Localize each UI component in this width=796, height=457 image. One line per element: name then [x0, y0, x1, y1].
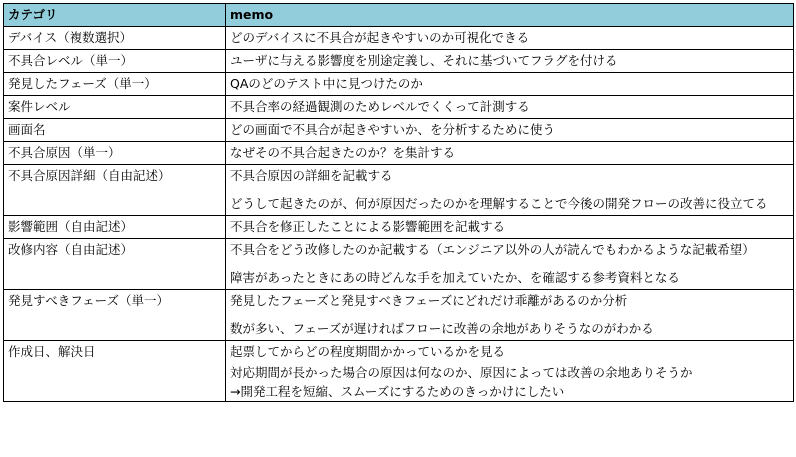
table-row	[4, 290, 794, 341]
memo-line: どうして起きたのが、何が原因だったのかを理解することで今後の開発フローの改善に役立てる	[230, 196, 768, 211]
table-body	[4, 27, 794, 402]
category-cell[interactable]: 改修内容（自由記述）	[4, 239, 226, 290]
memo-cell[interactable]	[226, 96, 794, 119]
category-cell[interactable]: 不具合レベル（単一）	[4, 50, 226, 73]
table-row	[4, 73, 794, 96]
table-row	[4, 341, 794, 402]
table-row	[4, 50, 794, 73]
category-cell[interactable]: 不具合原因詳細（自由記述）	[4, 165, 226, 216]
memo-cell[interactable]	[226, 50, 794, 73]
memo-cell[interactable]	[226, 73, 794, 96]
category-cell[interactable]: 不具合原因（単一）	[4, 142, 226, 165]
memo-line: 数が多い、フェーズが遅ければフローに改善の余地がありそうなのがわかる	[230, 321, 654, 336]
memo-line: 起票してからどの程度期間かかっているかを見る	[230, 344, 506, 359]
table-row	[4, 239, 794, 290]
memo-line: どの画面で不具合が起きやすいか、を分析するために使う	[230, 122, 556, 137]
memo-cell[interactable]	[226, 27, 794, 50]
memo-line: 不具合を修正したことによる影響範囲を記載する	[230, 219, 506, 234]
category-cell[interactable]: 画面名	[4, 119, 226, 142]
memo-cell[interactable]	[226, 239, 794, 290]
memo-line: どのデバイスに不具合が起きやすいのか可視化できる	[230, 30, 530, 45]
memo-cell[interactable]	[226, 216, 794, 239]
memo-line: QAのどのテスト中に見つけたのか	[230, 76, 423, 91]
category-cell[interactable]: 発見すべきフェーズ（単一）	[4, 290, 226, 341]
memo-line: ユーザに与える影響度を別途定義し、それに基づいてフラグを付ける	[230, 53, 618, 68]
memo-line: 不具合原因の詳細を記載する	[230, 168, 393, 183]
memo-line: 不具合をどう改修したのか記載する（エンジニア以外の人が読んでもわかるような記載希望）	[230, 242, 755, 257]
table-row	[4, 27, 794, 50]
header-memo[interactable]: memo	[226, 4, 794, 27]
memo-line: 障害があったときにあの時どんな手を加えていたか、を確認する参考資料となる	[230, 270, 680, 285]
memo-line: 発見したフェーズと発見すべきフェーズにどれだけ乖離があるのか分析	[230, 293, 628, 308]
memo-line: →開発工程を短縮、スムーズにするためのきっかけにしたい	[230, 384, 565, 399]
memo-line: 不具合率の経過観測のためレベルでくくって計測する	[230, 99, 530, 114]
memo-cell[interactable]	[226, 142, 794, 165]
category-cell[interactable]: 案件レベル	[4, 96, 226, 119]
table-row	[4, 119, 794, 142]
category-cell[interactable]: 作成日、解決日	[4, 341, 226, 402]
category-cell[interactable]: デバイス（複数選択）	[4, 27, 226, 50]
table-row	[4, 216, 794, 239]
table-row	[4, 142, 794, 165]
header-category[interactable]: カテゴリ	[4, 4, 226, 27]
table-row	[4, 165, 794, 216]
memo-table	[3, 3, 794, 402]
memo-line: 対応期間が長かった場合の原因は何なのか、原因によっては改善の余地ありそうか	[230, 365, 693, 380]
memo-cell[interactable]	[226, 165, 794, 216]
memo-cell[interactable]	[226, 290, 794, 341]
category-cell[interactable]: 影響範囲（自由記述）	[4, 216, 226, 239]
memo-cell[interactable]	[226, 341, 794, 402]
category-cell[interactable]: 発見したフェーズ（単一）	[4, 73, 226, 96]
header-row	[4, 4, 794, 27]
memo-line: なぜその不具合起きたのか？を集計する	[230, 145, 456, 160]
table-row	[4, 96, 794, 119]
memo-cell[interactable]	[226, 119, 794, 142]
